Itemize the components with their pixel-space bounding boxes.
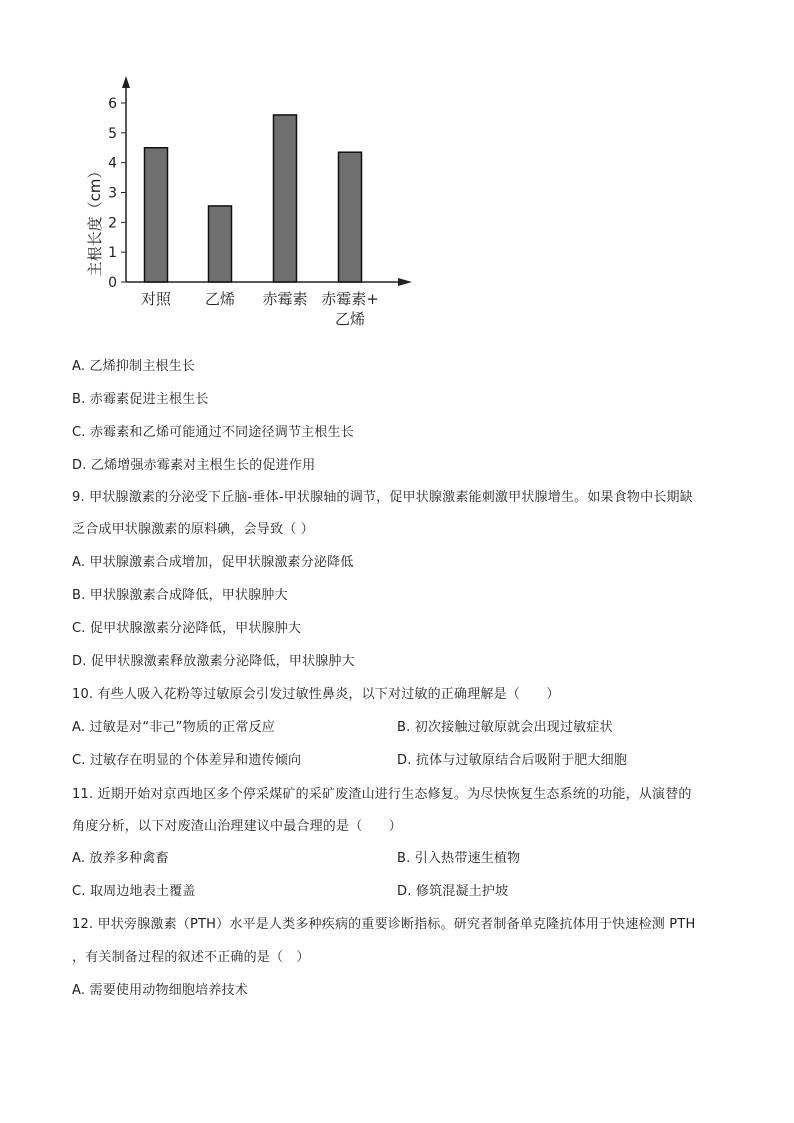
q12-stem-line2: ，有关制备过程的叙述不正确的是（ ）	[72, 950, 310, 965]
q12-stem-line1: 12. 甲状旁腺激素（PTH）水平是人类多种疾病的重要诊断指标。研究者制备单克隆抗体用于快速检测 PTH	[72, 917, 696, 932]
y-tick-label: 1	[108, 245, 117, 262]
q8-option-d: D. 乙烯增强赤霉素对主根生长的促进作用	[72, 458, 316, 473]
q9-option-b: B. 甲状腺激素合成降低，甲状腺肿大	[72, 588, 288, 603]
category-label-1: 乙烯	[204, 290, 236, 308]
q8-option-c: C. 赤霉素和乙烯可能通过不同途径调节主根生长	[72, 425, 354, 440]
y-tick-label: 5	[108, 125, 117, 142]
y-axis-ticks	[108, 96, 126, 291]
bar-1	[209, 206, 232, 282]
y-tick-label: 2	[108, 215, 117, 232]
q10-option-d: D. 抗体与过敏原结合后吸附于肥大细胞	[397, 753, 628, 768]
q9-stem-line2: 乏合成甲状腺激素的原料碘，会导致（ ）	[72, 522, 314, 537]
q12-option-a: A. 需要使用动物细胞培养技术	[72, 983, 248, 998]
category-label-2: 赤霉素	[262, 290, 308, 308]
y-axis-label: 主根长度（cm）	[86, 163, 104, 277]
q11-option-b: B. 引入热带速生植物	[397, 851, 521, 866]
y-axis-arrow	[122, 76, 130, 88]
bar-2	[274, 115, 297, 282]
category-label-3: 赤霉素+	[321, 290, 379, 308]
q8-option-b: B. 赤霉素促进主根生长	[72, 392, 209, 407]
q11-stem-line1: 11. 近期开始对京西地区多个停采煤矿的采矿废渣山进行生态修复。为尽快恢复生态系统的功能，从演替的	[72, 787, 692, 802]
bar-3	[339, 152, 362, 282]
q11-option-d: D. 修筑混凝土护坡	[397, 884, 509, 899]
y-tick-label: 6	[108, 96, 117, 112]
q8-option-a: A. 乙烯抑制主根生长	[72, 359, 196, 374]
q11-option-a: A. 放养多种禽畜	[72, 851, 169, 866]
q10-option-b: B. 初次接触过敏原就会出现过敏症状	[397, 720, 613, 735]
category-label-3: 乙烯	[334, 310, 366, 328]
q9-option-a: A. 甲状腺激素合成增加，促甲状腺激素分泌降低	[72, 555, 354, 570]
q9-stem-line1: 9. 甲状腺激素的分泌受下丘脑-垂体-甲状腺轴的调节，促甲状腺激素能刺激甲状腺增生。如果食物中长期缺	[72, 490, 693, 505]
q9-option-c: C. 促甲状腺激素分泌降低，甲状腺肿大	[72, 621, 302, 636]
q11-stem-line2: 角度分析，以下对废渣山治理建议中最合理的是（ ）	[72, 819, 403, 834]
q11-option-c: C. 取周边地表土覆盖	[72, 884, 196, 899]
chart-bars	[145, 115, 362, 282]
x-axis-categories	[141, 290, 379, 328]
bar-chart	[60, 60, 440, 340]
q10-option-a: A. 过敏是对“非己”物质的正常反应	[72, 720, 275, 735]
bar-0	[145, 148, 168, 282]
y-tick-label: 3	[108, 185, 117, 202]
y-tick-label: 0	[108, 275, 117, 291]
q9-option-d: D. 促甲状腺激素释放激素分泌降低，甲状腺肿大	[72, 654, 355, 669]
x-axis-arrow	[398, 278, 412, 286]
q10-stem: 10. 有些人吸入花粉等过敏原会引发过敏性鼻炎，以下对过敏的正确理解是（ ）	[72, 687, 560, 702]
q10-option-c: C. 过敏存在明显的个体差异和遗传倾向	[72, 753, 302, 768]
y-tick-label: 4	[108, 155, 117, 172]
category-label-0: 对照	[140, 290, 172, 308]
